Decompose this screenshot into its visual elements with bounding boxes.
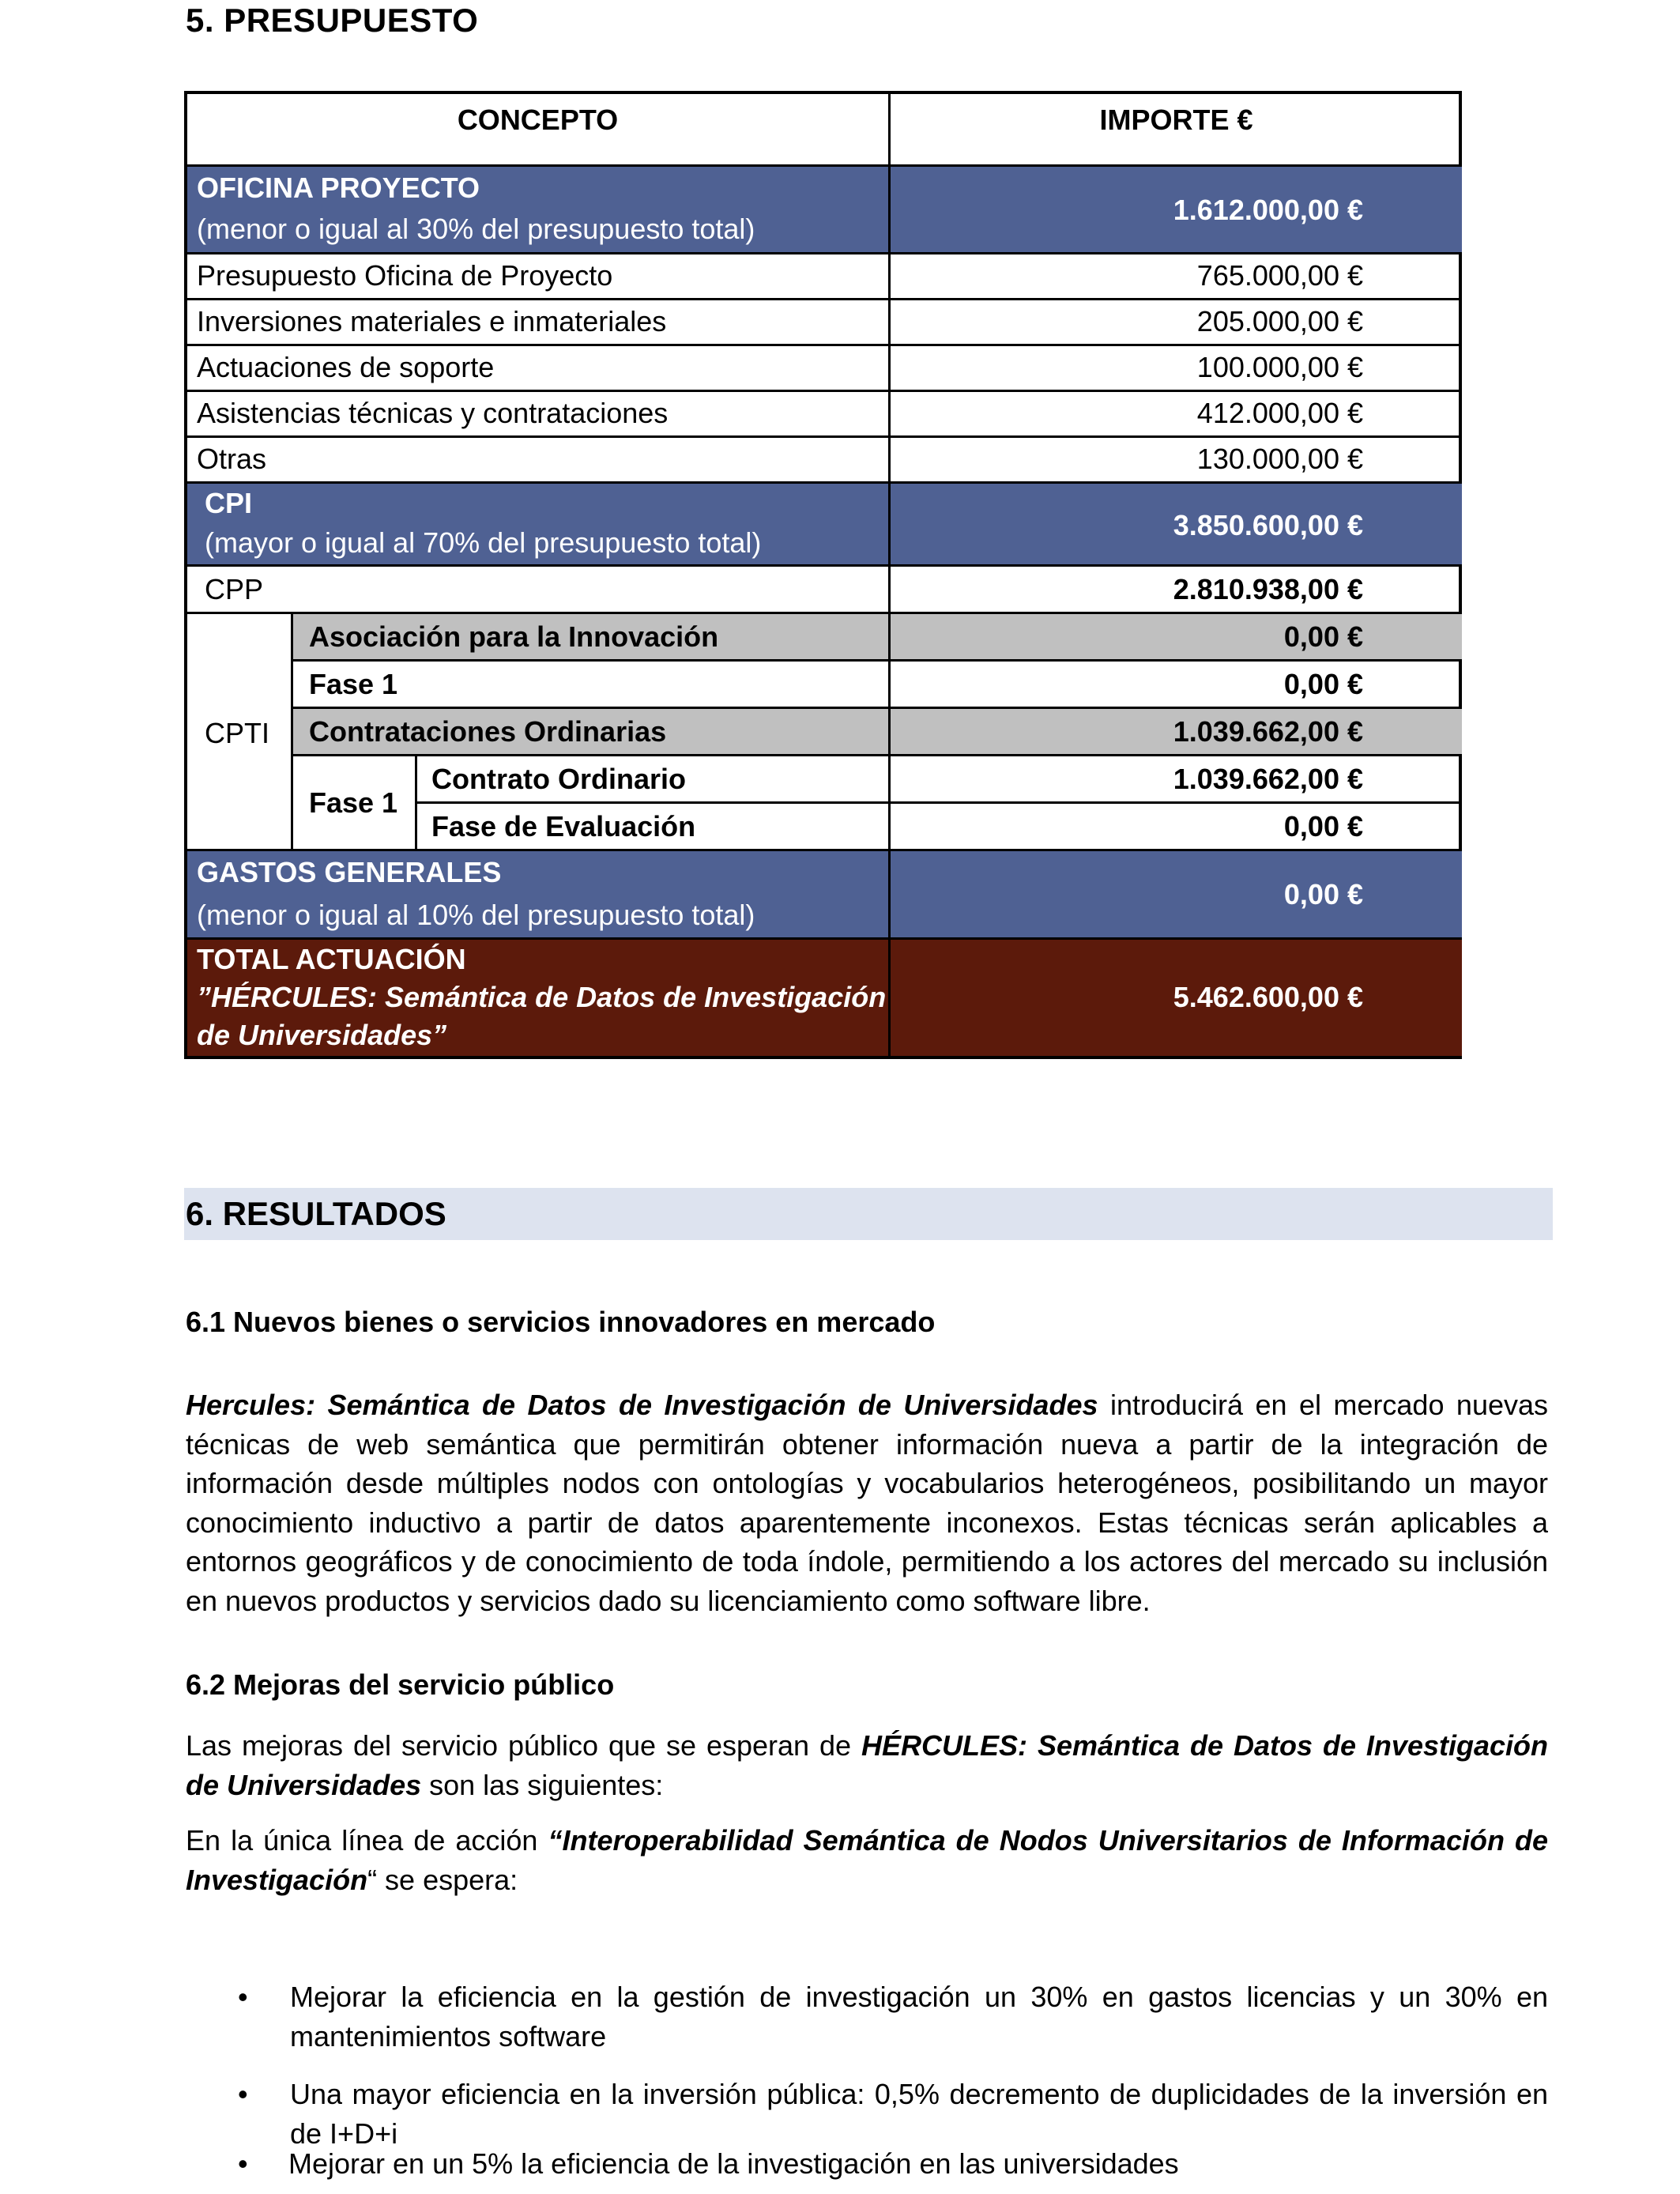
- total-concepto-cell: [187, 940, 891, 1056]
- gastos-amount: 0,00 €: [1283, 878, 1363, 910]
- contrataciones-amount-cell: [891, 709, 1462, 756]
- cpi-amount: 3.850.600,00 €: [1173, 509, 1363, 541]
- cpp-amount-cell: [891, 567, 1462, 614]
- item-amount: 205.000,00 €: [1196, 305, 1363, 337]
- item-amount: 100.000,00 €: [1196, 351, 1363, 383]
- p2-end: “ se espera:: [367, 1863, 518, 1896]
- item-amount: 412.000,00 €: [1196, 397, 1363, 429]
- bullet-dot-1: •: [238, 1981, 248, 2013]
- item-label: Actuaciones de soporte: [197, 351, 495, 383]
- gastos-amount-cell: [891, 851, 1462, 940]
- item-row-3-amount-cell: [891, 346, 1462, 392]
- header-concepto: CONCEPTO: [457, 104, 619, 136]
- item-row-1-amount-cell: [891, 254, 1462, 300]
- section-6-title: 6. RESULTADOS: [186, 1195, 446, 1232]
- gastos-note: (menor o igual al 10% del presupuesto total): [197, 899, 755, 931]
- fase1b-label: Fase 1: [309, 786, 398, 819]
- item-amount: 765.000,00 €: [1196, 259, 1363, 292]
- cpp-amount: 2.810.938,00 €: [1173, 573, 1363, 605]
- item-label: Presupuesto Oficina de Proyecto: [197, 259, 613, 292]
- contrataciones-amount: 1.039.662,00 €: [1173, 715, 1363, 748]
- cpti-label-cell: [187, 614, 293, 851]
- fase1a-label: Fase 1: [309, 668, 398, 700]
- contrato-label-cell: [417, 756, 891, 804]
- total-amount-cell: [891, 940, 1462, 1056]
- evaluacion-label-cell: [417, 804, 891, 851]
- oficina-note: (menor o igual al 30% del presupuesto total): [197, 213, 755, 245]
- item-label: Inversiones materiales e inmateriales: [197, 305, 667, 337]
- project-name-lead: Hercules: Semántica de Datos de Investigación de Universidades: [186, 1389, 1098, 1421]
- subsection-6-1-paragraph: [186, 1385, 1548, 1620]
- evaluacion-label: Fase de Evaluación: [431, 810, 696, 843]
- p2-action-line: “Interoperabilidad Semántica de Nodos Universitarios de Información de Investigación: [186, 1824, 1548, 1896]
- contrataciones-label-cell: [293, 709, 891, 756]
- bullet-dot-3: •: [238, 2147, 248, 2180]
- asociacion-amount-cell: [891, 614, 1462, 662]
- evaluacion-amount-cell: [891, 804, 1462, 851]
- bullet-item-2: Una mayor eficiencia en la inversión pública: 0,5% decremento de duplicidades de la inversión en de I+D+i: [290, 2078, 1548, 2150]
- contrato-amount-cell: [891, 756, 1462, 804]
- item-row-5-amount-cell: [891, 438, 1462, 484]
- cpi-title: CPI: [205, 487, 253, 519]
- total-amount: 5.462.600,00 €: [1173, 981, 1363, 1013]
- subsection-6-2-paragraph-2: [186, 1821, 1548, 1899]
- cpti-label: CPTI: [205, 717, 270, 749]
- budget-table: [184, 91, 1462, 1059]
- section-5-title: 5. PRESUPUESTO: [186, 2, 479, 39]
- bullet-item-3: Mejorar en un 5% la eficiencia de la investigación en las universidades: [288, 2147, 1179, 2180]
- asociacion-amount: 0,00 €: [1283, 620, 1363, 653]
- p1-start: Las mejoras del servicio público que se esperan de: [186, 1729, 862, 1762]
- cpp-label-cell: [187, 567, 891, 614]
- item-row-4-label-cell: [187, 392, 891, 438]
- header-concepto-cell: [187, 94, 891, 167]
- contrato-label: Contrato Ordinario: [431, 763, 686, 795]
- gastos-concepto-cell: [187, 851, 891, 940]
- p2-start: En la única línea de acción: [186, 1824, 548, 1857]
- fase1a-amount: 0,00 €: [1283, 668, 1363, 700]
- p1-end: son las siguientes:: [421, 1768, 664, 1801]
- total-project-name-line1: ”HÉRCULES: Semántica de Datos de Investigación: [197, 981, 887, 1013]
- item-row-1-label-cell: [187, 254, 891, 300]
- oficina-amount-cell: [891, 167, 1462, 254]
- evaluacion-amount: 0,00 €: [1283, 810, 1363, 843]
- item-row-4-amount-cell: [891, 392, 1462, 438]
- item-row-5-label-cell: [187, 438, 891, 484]
- bullet-item-1: Mejorar la eficiencia en la gestión de investigación un 30% en gastos licencias y un 30% en mantenimientos software: [290, 1981, 1548, 2053]
- item-row-2-amount-cell: [891, 300, 1462, 346]
- item-row-3-label-cell: [187, 346, 891, 392]
- oficina-concepto-cell: [187, 167, 891, 254]
- oficina-amount: 1.612.000,00 €: [1173, 194, 1363, 226]
- item-amount: 130.000,00 €: [1196, 443, 1363, 475]
- contrataciones-label: Contrataciones Ordinarias: [309, 715, 667, 748]
- cpi-concepto-cell: [187, 484, 891, 567]
- asociacion-label: Asociación para la Innovación: [309, 620, 719, 653]
- subsection-6-2-title: 6.2 Mejoras del servicio público: [186, 1668, 615, 1701]
- subsection-6-2-paragraph-1: [186, 1726, 1548, 1804]
- cpi-amount-cell: [891, 484, 1462, 567]
- fase1a-label-cell: [293, 662, 891, 709]
- fase1a-amount-cell: [891, 662, 1462, 709]
- asociacion-label-cell: [293, 614, 891, 662]
- item-label: Asistencias técnicas y contrataciones: [197, 397, 669, 429]
- cpi-note: (mayor o igual al 70% del presupuesto total): [205, 526, 762, 559]
- bullet-dot-2: •: [238, 2078, 248, 2110]
- paragraph-text: introducirá en el mercado nuevas técnicas de web semántica que permitirán obtener información nueva a partir de la integración de información desde múltiples nodos con ontologías y vocabularios heterogéneos, posibilitando un mayor conocimiento inductivo a partir de datos aparentemente inconexos. Estas técnicas serán aplicables a entornos geográficos y de conocimiento de toda índole, permitiendo a los actores del mercado su inclusión en nuevos productos y servicios dado su licenciamiento como software libre.: [186, 1389, 1549, 1617]
- item-row-2-label-cell: [187, 300, 891, 346]
- cpp-label: CPP: [205, 573, 264, 605]
- p1-project-name: HÉRCULES: Semántica de Datos de Investigación de Universidades: [186, 1729, 1548, 1801]
- gastos-title: GASTOS GENERALES: [197, 856, 502, 888]
- total-title: TOTAL ACTUACIÓN: [197, 943, 466, 975]
- oficina-title: OFICINA PROYECTO: [197, 172, 480, 204]
- contrato-amount: 1.039.662,00 €: [1173, 763, 1363, 795]
- total-project-name-line2: de Universidades”: [197, 1019, 447, 1051]
- header-importe-cell: [891, 94, 1462, 167]
- item-label: Otras: [197, 443, 267, 475]
- subsection-6-1-title: 6.1 Nuevos bienes o servicios innovadores en mercado: [186, 1306, 936, 1338]
- fase1b-label-cell: [293, 756, 417, 851]
- header-importe: IMPORTE €: [1099, 104, 1253, 136]
